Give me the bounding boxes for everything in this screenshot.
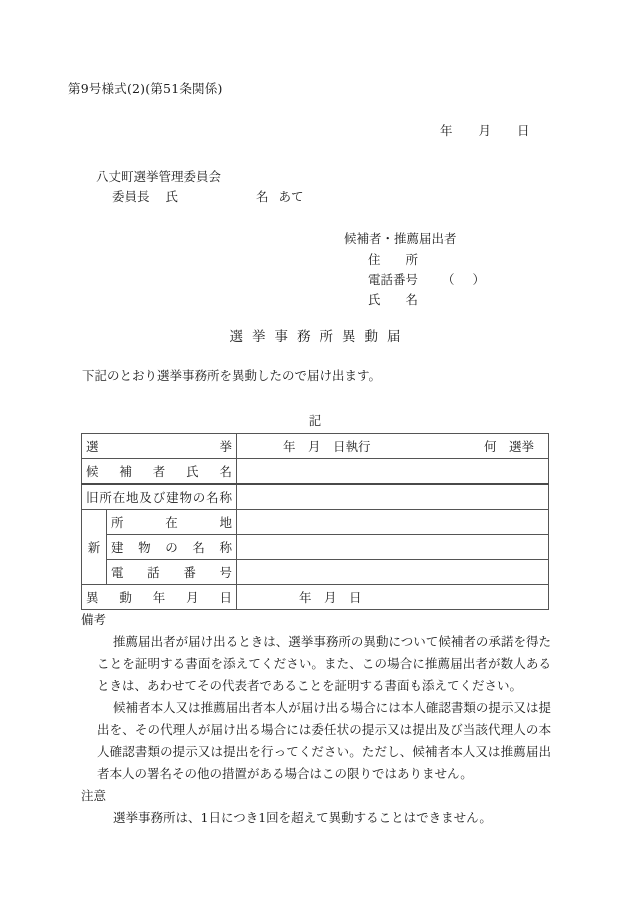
applicant-name-label: 氏 名 — [368, 292, 419, 307]
applicant-address-label: 住 所 — [368, 252, 419, 267]
form-table — [81, 433, 549, 610]
remarks-paragraph-1: 推薦届出者が届け出るときは、選挙事務所の異動について候補者の承諾を得たことを証明する書面を添えてください。また、この場合に推薦届出者が数人あるときは、あわせてその代表者であることを証明する書面も添えてください。 — [97, 634, 551, 693]
remarks-paragraph-2: 候補者本人又は推薦届出者本人が届け出る場合には本人確認書類の提示又は提出を、その代理人が届け出る場合には委任状の提示又は提出及び当該代理人の本人確認書類の提示又は提出を行ってください。ただし、候補者本人又は推薦届出者本人の署名その他の措置がある場合はこの限りではありません。 — [97, 700, 551, 781]
row-value-new-location[interactable] — [237, 510, 549, 535]
table-row-old-location — [82, 484, 549, 510]
phone-open-paren: （ — [442, 272, 455, 287]
election-date-label: 年 月 日執行 — [283, 439, 371, 454]
page-title: 選挙事務所異動届 — [229, 329, 410, 345]
table-row-move-date — [82, 585, 549, 610]
row-label-candidate-name: 候補者氏名 — [82, 459, 237, 485]
chair-title: 委員長 — [112, 189, 150, 204]
addressee-suffix: あて — [278, 189, 304, 204]
row-label-new-location: 所在地 — [107, 510, 237, 535]
phone-close-paren: ） — [472, 272, 486, 287]
applicant-heading: 候補者・推薦届出者 — [344, 231, 457, 246]
row-label-move-date: 異動年月日 — [82, 585, 237, 610]
table-row-election — [82, 434, 549, 459]
row-value-old-location[interactable] — [237, 484, 549, 510]
date-year-label: 年 — [440, 123, 453, 138]
row-value-election[interactable] — [237, 434, 549, 459]
row-label-election: 選挙 — [82, 434, 237, 459]
row-value-new-building[interactable] — [237, 535, 549, 560]
row-group-label-new: 新 — [82, 510, 107, 585]
addressee-chair-line — [112, 187, 304, 205]
date-day-label: 日 — [517, 123, 530, 138]
chair-givenname-label: 名 — [256, 189, 269, 204]
notes-section — [81, 609, 551, 829]
caution-heading: 注意 — [81, 788, 107, 803]
row-value-move-date[interactable] — [237, 585, 549, 610]
remarks-heading: 備考 — [81, 612, 107, 627]
table-row-new-location — [82, 510, 549, 535]
intro-text: 下記のとおり選挙事務所を異動したので届け出ます。 — [82, 368, 382, 383]
row-label-new-building: 建物の名称 — [107, 535, 237, 560]
row-label-old-location: 旧所在地及び建物の名称 — [82, 484, 237, 510]
date-month-label: 月 — [478, 123, 492, 138]
election-kind-label: 何 選挙 — [484, 439, 535, 454]
table-row-new-phone — [82, 560, 549, 585]
row-label-new-phone: 電話番号 — [107, 560, 237, 585]
form-number: 第9号様式(2)(第51条関係) — [68, 81, 223, 96]
row-value-new-phone[interactable] — [237, 560, 549, 585]
row-value-candidate-name[interactable] — [237, 459, 549, 485]
applicant-phone-line — [368, 270, 485, 288]
chair-surname-label: 氏 — [165, 189, 179, 204]
table-row-candidate-name — [82, 459, 549, 485]
date-line — [440, 121, 530, 139]
caution-paragraph: 選挙事務所は、1日につき1回を超えて異動することはできません。 — [113, 810, 492, 825]
table-row-new-building — [82, 535, 549, 560]
move-date-placeholder: 年 月 日 — [299, 590, 362, 605]
applicant-phone-label: 電話番号 — [368, 272, 419, 287]
addressee-organization: 八丈町選挙管理委員会 — [96, 169, 222, 184]
ki-marker: 記 — [308, 413, 322, 428]
